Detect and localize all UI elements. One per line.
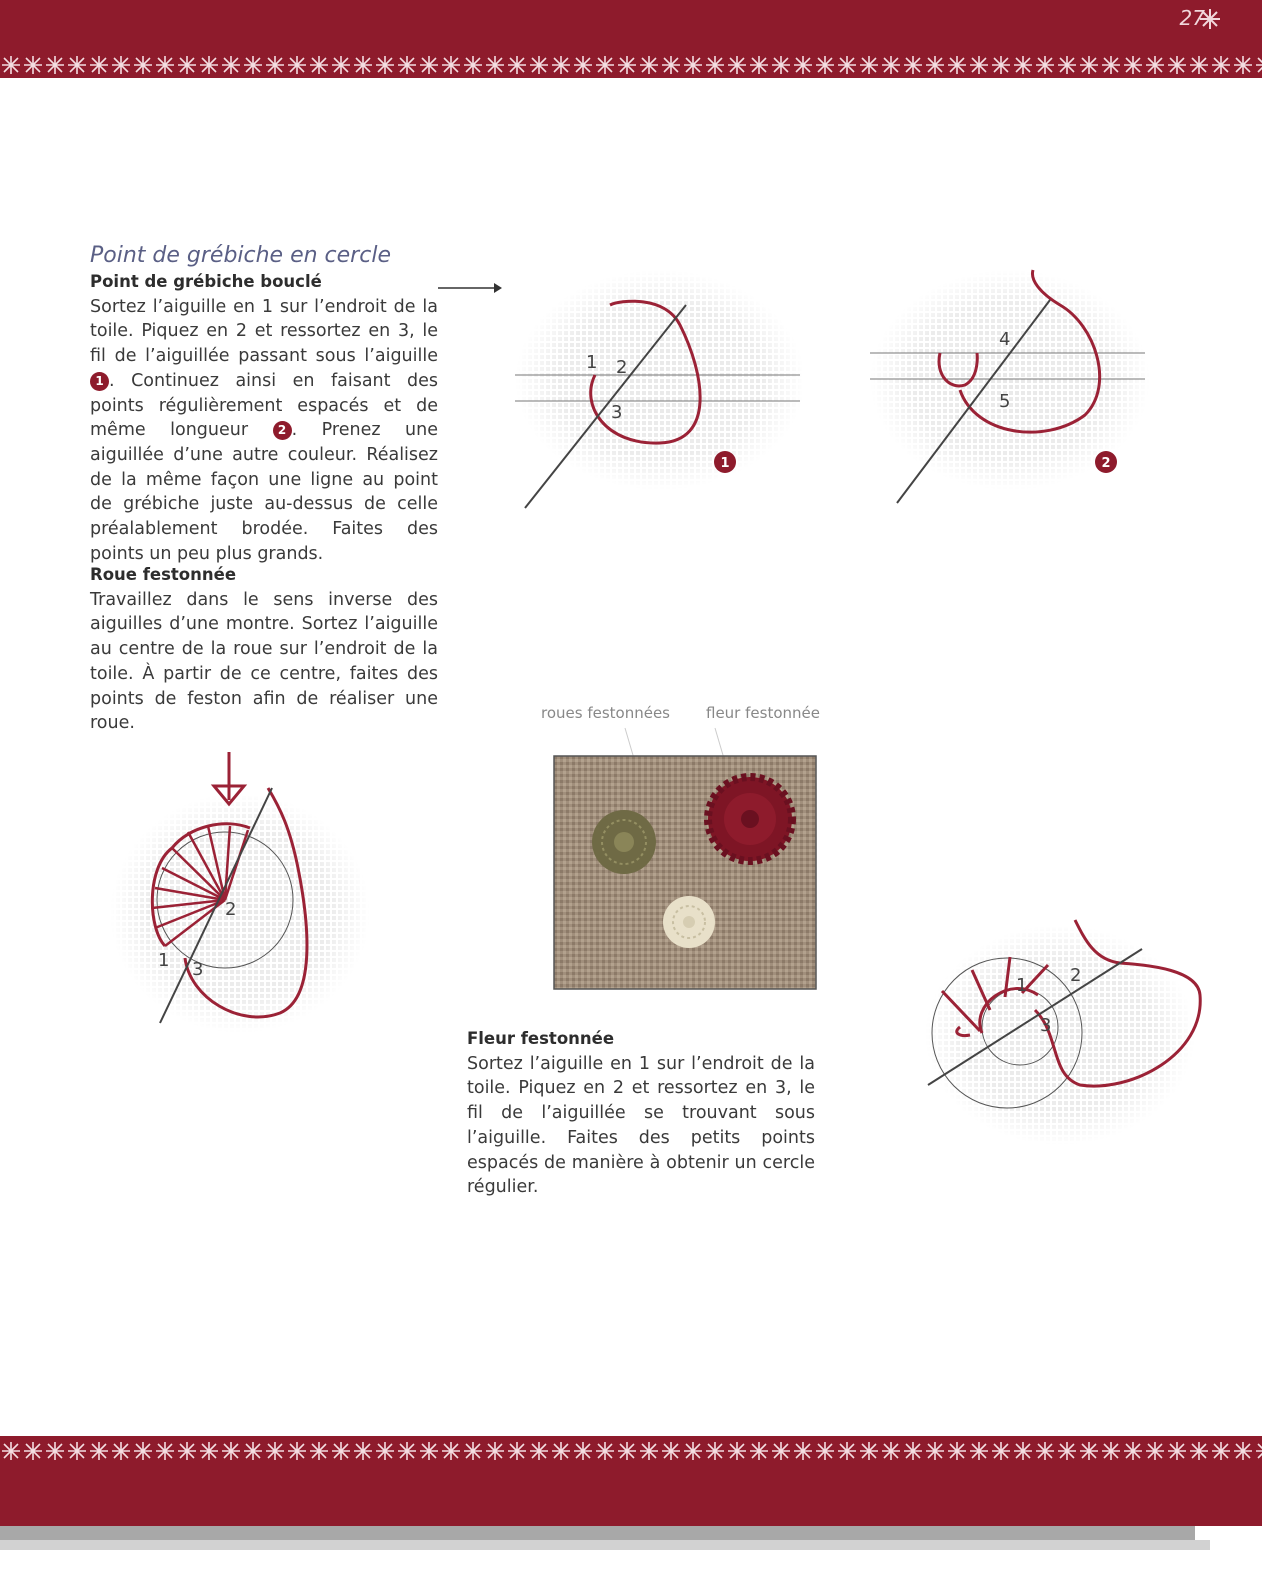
label-2: 2 <box>225 899 237 920</box>
page-number: 27 <box>1179 6 1205 30</box>
paragraph-fleur-festonnee: Sortez l’aiguille en 1 sur l’endroit de la toile. Piquez en 2 et ressortez en 3, le fil de l’aiguillée se trouvant sous l’aiguille. Faites des petits points espacés de manière à obtenir un cercle régulier. <box>467 1053 815 1198</box>
page-edge-shadow <box>0 1540 1210 1550</box>
label-2: 2 <box>1070 965 1082 986</box>
caption-roues-festonnees: roues festonnées <box>541 704 671 722</box>
section-roue-festonnee <box>90 563 438 736</box>
arrow-right-icon <box>438 280 504 296</box>
label-3: 3 <box>1040 1015 1052 1036</box>
paragraph-part: . Continuez ainsi en faisant des points régulièrement espacés et de même longueur <box>90 370 438 441</box>
paragraph-part: Sortez l’aiguille en 1 sur l’endroit de la toile. Piquez en 2 et ressortez en 3, le fil de l’aiguillée passant sous l’aiguille <box>90 296 438 367</box>
roue-olive <box>592 810 656 874</box>
step-badge-1: 1 <box>90 372 109 391</box>
subtitle-roue-festonnee: Roue festonnée <box>90 565 237 584</box>
photo-embroidery-sample <box>554 756 816 989</box>
step-badge-1: 1 <box>720 456 730 471</box>
label-4: 4 <box>999 329 1011 350</box>
paragraph-part: . Prenez une aiguillée d’une autre couleur. Réalisez de la même façon une ligne au point de grébiche juste au-dessus de celle préalablement brodée. Faites des points un peu plus grands. <box>90 420 438 564</box>
diagram-grebiche-step-1 <box>510 265 810 515</box>
step-badge-2: 2 <box>273 421 292 440</box>
section-fleur-festonnee <box>467 1027 815 1200</box>
label-3: 3 <box>611 402 623 423</box>
asterisk-icon <box>1199 8 1221 30</box>
label-1: 1 <box>158 950 170 971</box>
diagram-fleur-festonnee <box>920 915 1210 1145</box>
page-edge-shadow <box>0 1526 1195 1540</box>
label-1: 1 <box>586 352 598 373</box>
diagram-roue-festonnee <box>110 748 370 1038</box>
footer-pattern <box>0 1440 1262 1462</box>
header-pattern <box>0 54 1262 76</box>
label-1: 1 <box>1016 975 1028 996</box>
roue-ecru <box>663 896 715 948</box>
paragraph-grebiche <box>90 295 438 567</box>
label-3: 3 <box>192 959 204 980</box>
fleur-bordeaux <box>708 777 792 861</box>
section-grebiche <box>90 242 438 566</box>
label-5: 5 <box>999 391 1011 412</box>
subtitle-fleur-festonnee: Fleur festonnée <box>467 1029 615 1048</box>
label-2: 2 <box>616 357 628 378</box>
diagram-grebiche-step-2 <box>865 265 1155 515</box>
caption-fleur-festonnee: fleur festonnée <box>706 704 820 722</box>
paragraph-roue-festonnee: Travaillez dans le sens inverse des aiguilles d’une montre. Sortez l’aiguille au centre de la roue sur l’endroit de la toile. À partir de ce centre, faites des points de feston afin de réaliser une roue. <box>90 589 438 734</box>
section-title: Point de grébiche en cercle <box>90 243 391 268</box>
step-badge-2: 2 <box>1101 456 1111 471</box>
subtitle-grebiche-boucle: Point de grébiche bouclé <box>90 272 322 291</box>
